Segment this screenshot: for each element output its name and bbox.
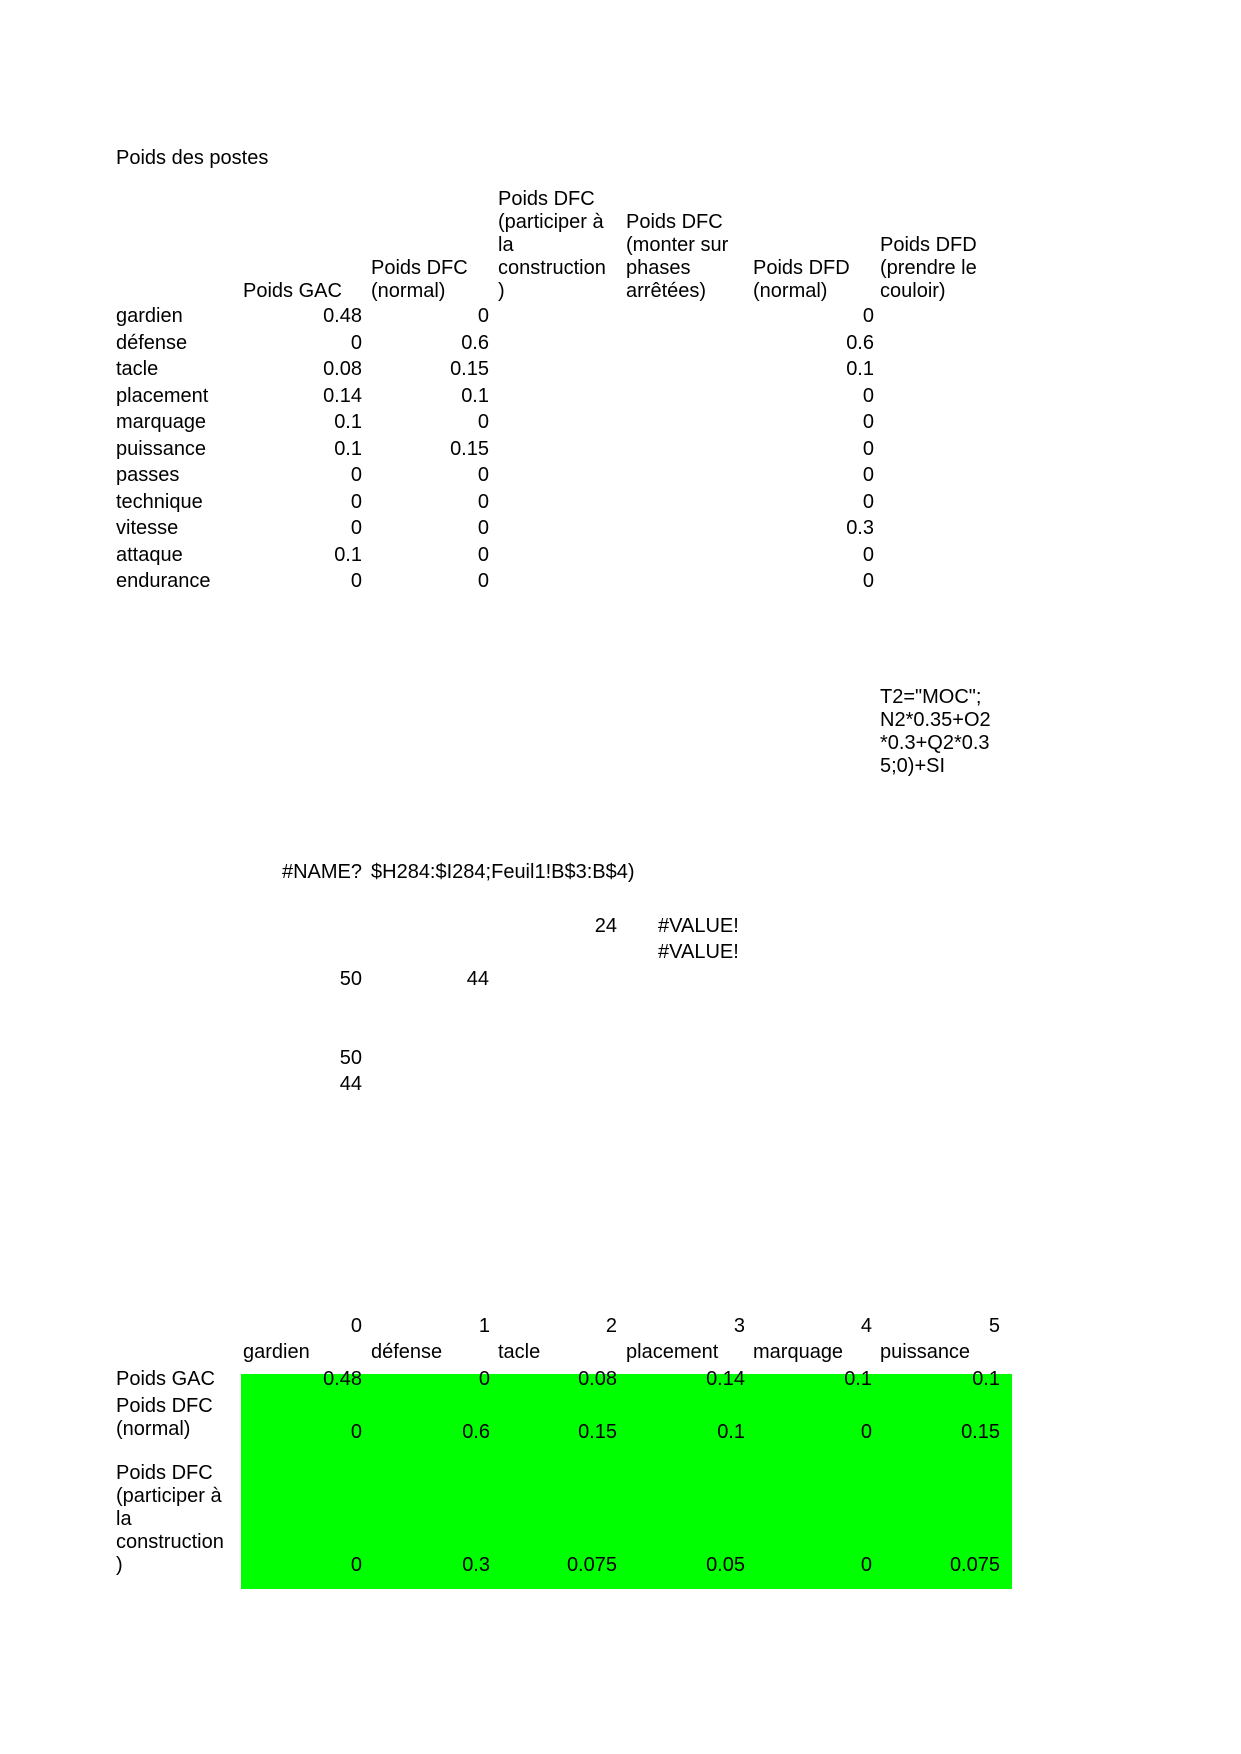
cell-gac: 0.14 (323, 385, 362, 407)
cell-gac: 0 (350, 332, 362, 354)
cell-dfc-normal: 0.1 (461, 385, 489, 407)
header-text: Poids DFC (normal) (371, 257, 468, 302)
cell-dfc-normal: 0.15 (450, 438, 489, 460)
cell-value: 0.075 (949, 1554, 1000, 1576)
cell-gac: 0.1 (334, 544, 362, 566)
cell-dfd-normal: 0.3 (846, 517, 874, 539)
cell-gac: 0 (350, 570, 362, 592)
cell-dfd-normal: 0.1 (846, 358, 874, 380)
row-label: défense (116, 332, 188, 354)
cell-dfd-normal: 0 (862, 464, 874, 486)
cell-value: 0.05 (706, 1554, 745, 1576)
cell-dfd-normal: 0 (862, 544, 874, 566)
column-index: 1 (478, 1315, 490, 1337)
cell-value: 0.3 (462, 1554, 490, 1576)
row-label: puissance (116, 438, 207, 460)
cell-value: 0 (860, 1554, 872, 1576)
cell-value: 0.15 (578, 1421, 617, 1443)
cell-dfc-normal: 0 (477, 544, 489, 566)
header-text: Poids DFD (normal) (753, 257, 850, 302)
cell-dfd-normal: 0 (862, 411, 874, 433)
cell-dfd-normal: 0 (862, 491, 874, 513)
header-text: Poids DFC (participer à la construction ) (498, 188, 606, 302)
value-44-cell-b: 44 (339, 1073, 362, 1095)
row-label: tacle (116, 358, 159, 380)
cell-dfc-normal: 0 (477, 570, 489, 592)
cell-dfc-normal: 0 (477, 491, 489, 513)
column-header: puissance (880, 1341, 971, 1363)
cell-dfc-normal: 0 (477, 517, 489, 539)
column-header: marquage (753, 1341, 844, 1363)
header-text: Poids DFC (monter sur phases arrêtées) (626, 211, 729, 302)
column-header: placement (626, 1341, 719, 1363)
cell-dfc-normal: 0 (477, 305, 489, 327)
row-header: Poids GAC (116, 1368, 215, 1390)
column-index: 4 (860, 1315, 872, 1337)
header-poids-dfd-couloir (880, 234, 1004, 303)
cell-value: 0.08 (578, 1368, 617, 1390)
row-label: endurance (116, 570, 211, 592)
cell-gac: 0 (350, 491, 362, 513)
cell-gac: 0 (350, 517, 362, 539)
column-header: gardien (243, 1341, 310, 1363)
header-poids-dfc-construction (498, 188, 622, 303)
row-label: passes (116, 464, 180, 486)
name-error-cell: #NAME? (281, 861, 362, 883)
value-24-cell: 24 (594, 915, 617, 937)
cell-value: 0.1 (972, 1368, 1000, 1390)
formula-note: T2="MOC"; N2*0.35+O2 *0.3+Q2*0.3 5;0)+SI (880, 686, 991, 777)
header-text: Poids GAC (243, 280, 342, 302)
cell-value: 0 (350, 1421, 362, 1443)
cell-dfc-normal: 0 (477, 411, 489, 433)
cell-value: 0.1 (844, 1368, 872, 1390)
cell-gac: 0.1 (334, 411, 362, 433)
cell-value: 0 (478, 1368, 490, 1390)
header-poids-dfc-normal (371, 257, 491, 303)
cell-value: 0.1 (717, 1421, 745, 1443)
cell-value: 0.6 (462, 1421, 490, 1443)
value-44-cell-a: 44 (466, 968, 489, 990)
value-error-cell-1: #VALUE! (658, 915, 739, 937)
row-header: Poids DFC (participer à la construction ) (116, 1462, 224, 1576)
row-label: gardien (116, 305, 183, 327)
cell-value: 0.48 (323, 1368, 362, 1390)
cell-dfc-normal: 0.6 (461, 332, 489, 354)
row-label: marquage (116, 411, 207, 433)
cell-dfd-normal: 0.6 (846, 332, 874, 354)
cell-dfd-normal: 0 (862, 438, 874, 460)
cell-value: 0 (350, 1554, 362, 1576)
column-header: tacle (498, 1341, 541, 1363)
header-poids-gac (243, 280, 363, 303)
cell-gac: 0 (350, 464, 362, 486)
cell-value: 0 (860, 1421, 872, 1443)
column-index: 0 (350, 1315, 362, 1337)
column-header: défense (371, 1341, 443, 1363)
cell-value: 0.075 (566, 1554, 617, 1576)
column-index: 3 (733, 1315, 745, 1337)
row-label: technique (116, 491, 203, 513)
column-index: 5 (988, 1315, 1000, 1337)
column-index: 2 (605, 1315, 617, 1337)
range-formula-cell: $H284:$I284;Feuil1!B$3:B$4) (371, 861, 635, 883)
cell-dfd-normal: 0 (862, 570, 874, 592)
cell-dfc-normal: 0 (477, 464, 489, 486)
cell-value: 0.15 (961, 1421, 1000, 1443)
cell-value: 0.14 (706, 1368, 745, 1390)
header-poids-dfd-normal (753, 257, 877, 303)
value-50-cell-a: 50 (339, 968, 362, 990)
row-label: attaque (116, 544, 183, 566)
cell-dfc-normal: 0.15 (450, 358, 489, 380)
header-text: Poids DFD (prendre le couloir) (880, 234, 977, 302)
row-label: vitesse (116, 517, 179, 539)
cell-gac: 0.08 (323, 358, 362, 380)
header-poids-dfc-phases (626, 211, 750, 303)
cell-gac: 0.1 (334, 438, 362, 460)
value-error-cell-2: #VALUE! (658, 941, 739, 963)
cell-gac: 0.48 (323, 305, 362, 327)
row-label: placement (116, 385, 209, 407)
sheet-title: Poids des postes (116, 147, 269, 169)
cell-dfd-normal: 0 (862, 305, 874, 327)
row-header: Poids DFC (normal) (116, 1395, 213, 1440)
cell-dfd-normal: 0 (862, 385, 874, 407)
value-50-cell-b: 50 (339, 1047, 362, 1069)
